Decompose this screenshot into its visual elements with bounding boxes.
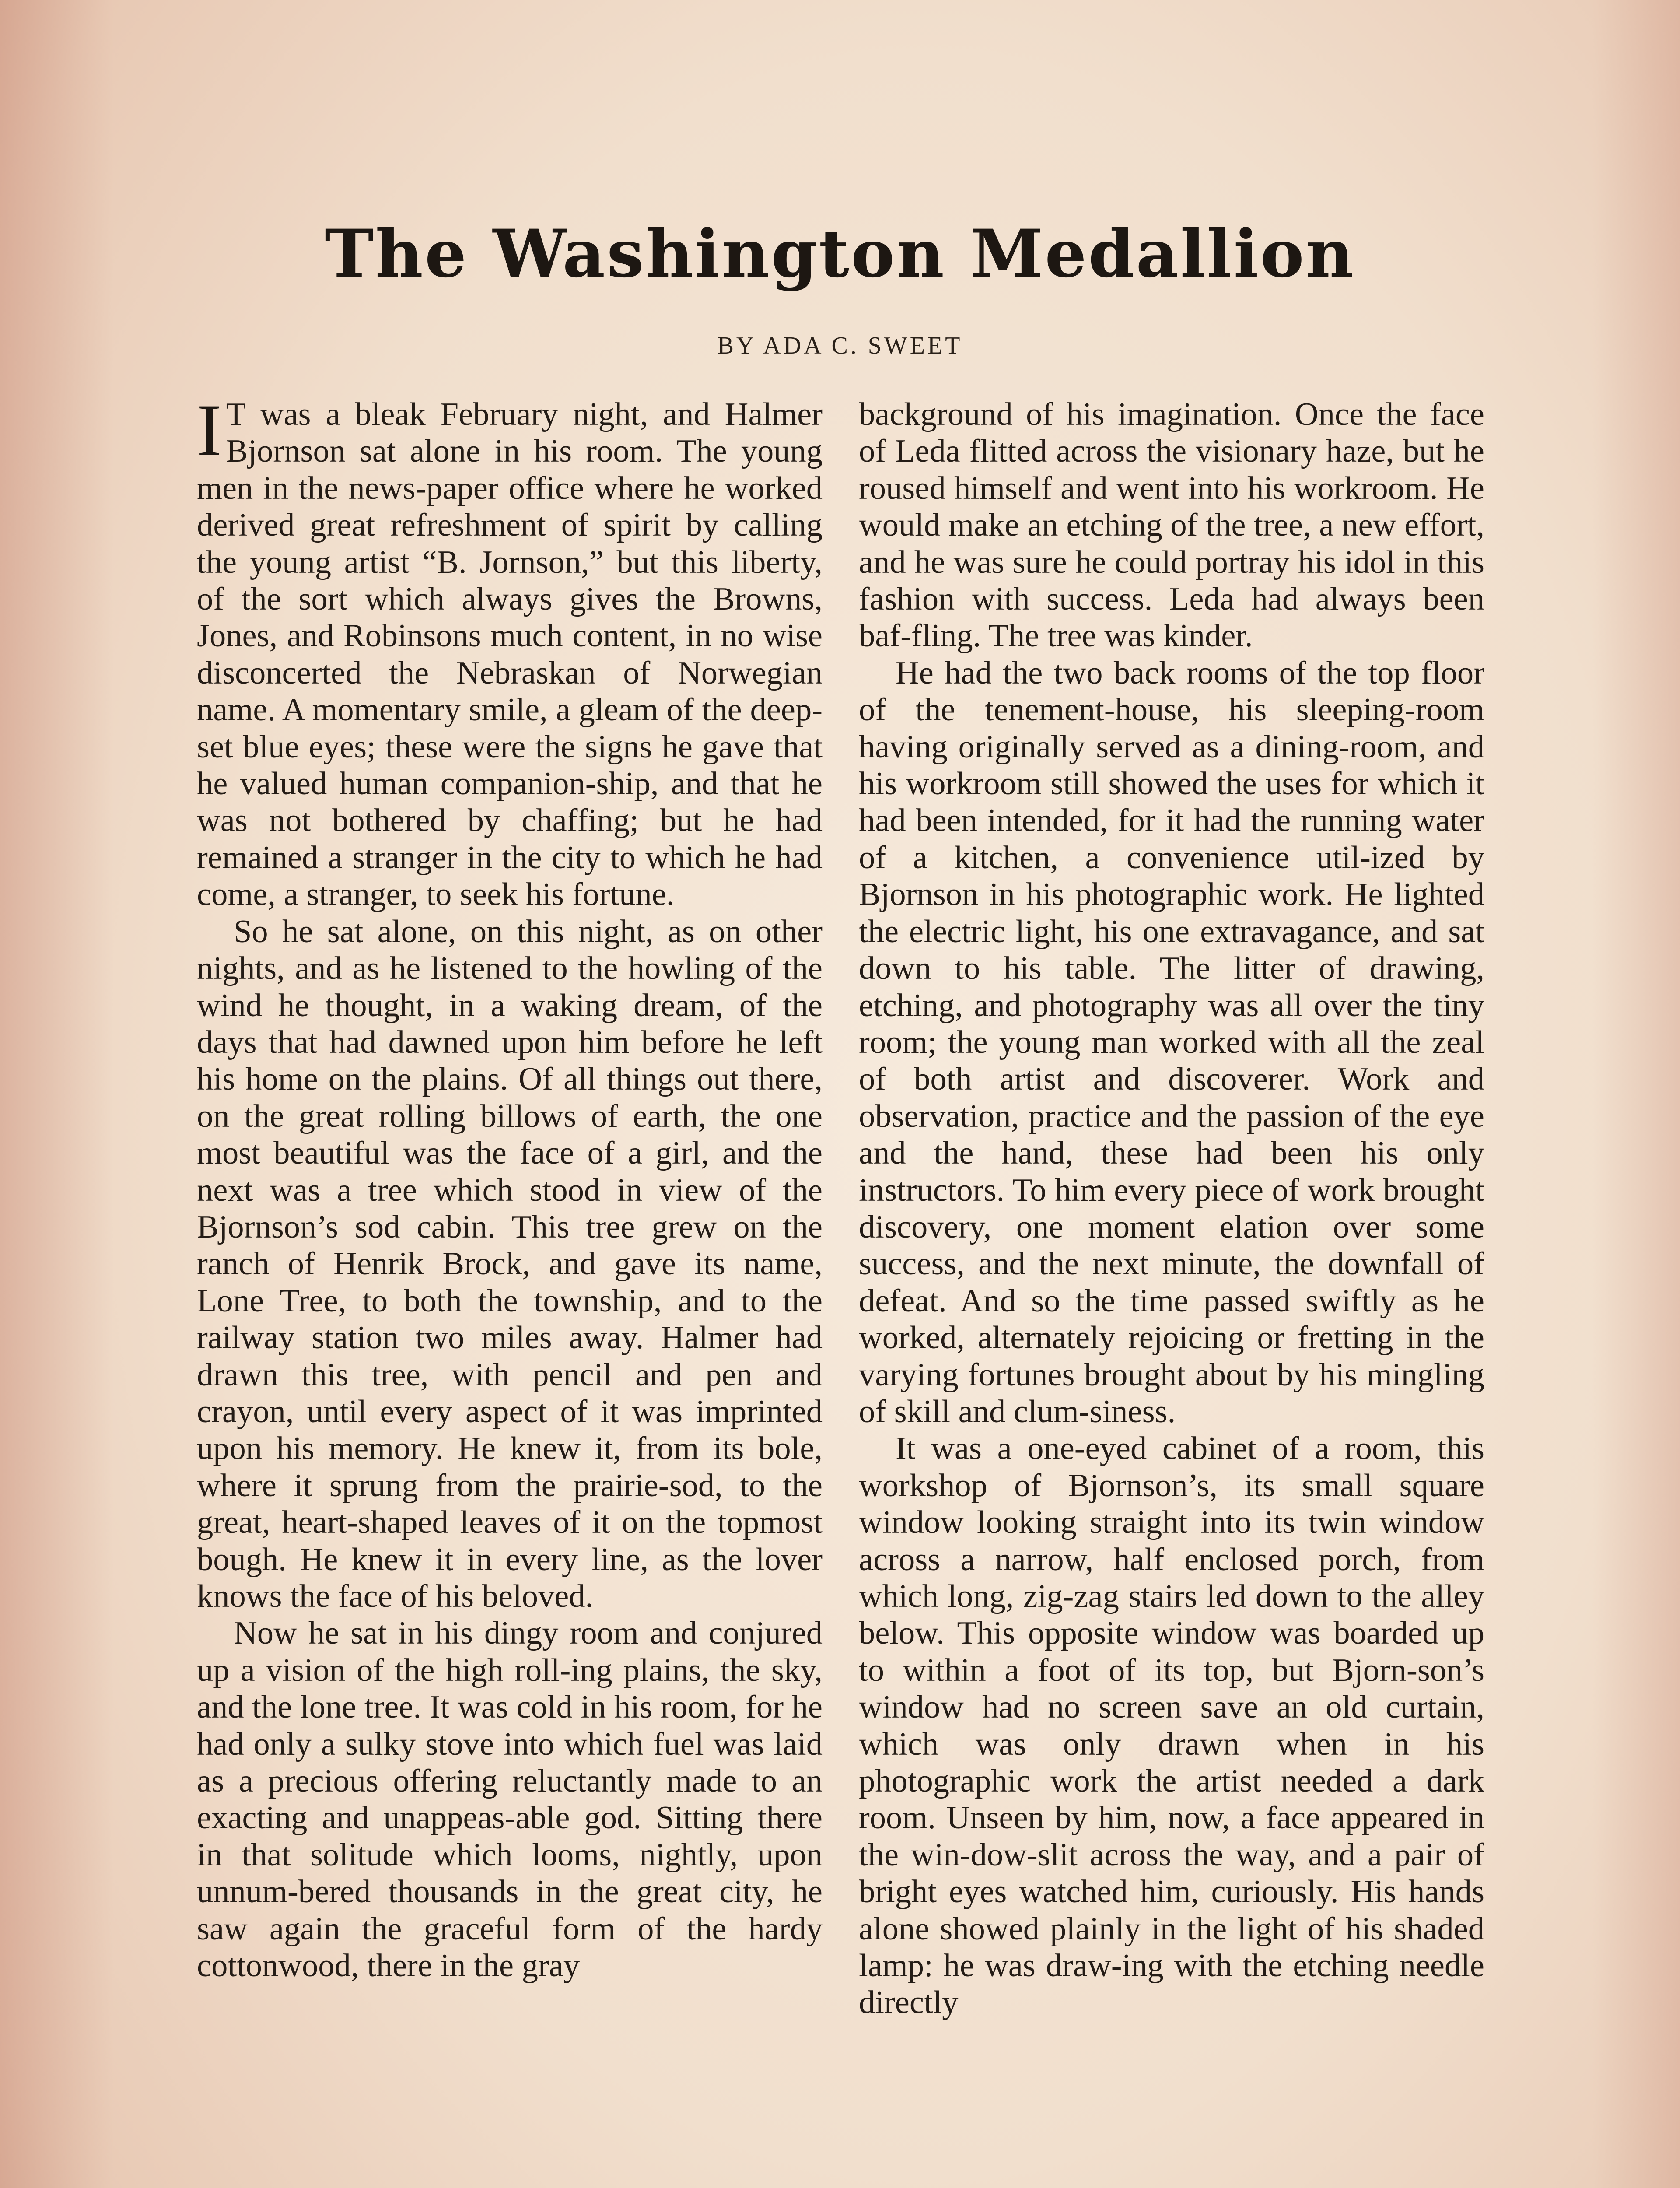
article-title: The Washington Medallion — [325, 215, 1355, 292]
paragraph-3-continued: background of his imagination. Once the face of Leda flitted across the visionary haze, but he roused himself and went into his workroom. He would make an etching of the tree, a new effort, and he was sure he could portray his idol in this fashion with success. Leda had always been baf-fling. The tree was kinder. — [859, 396, 1484, 654]
paragraph-1 — [197, 389, 822, 913]
drop-cap: I — [197, 389, 222, 471]
paragraph-3: Now he sat in his dingy room and conjured up a vision of the high roll-ing plains, the sky, and the lone tree. It was cold in his room, for he had only a sulky stove into which fuel was laid as a precious offering reluctantly made to an exacting and unappeas-able god. Sitting there in that solitude which looms, nightly, upon unnum-bered thousands in the great city, he saw again the graceful form of the hardy cottonwood, there in the gray — [197, 1615, 822, 1984]
text-column-right — [859, 396, 1484, 2021]
paragraph-4: He had the two back rooms of the top floor of the tenement-house, his sleeping-room having originally served as a dining-room, and his workroom still showed the uses for which it had been intended, for it had the running water of a kitchen, a convenience util-ized by Bjornson in his photographic work. He lighted the electric light, his one extravagance, and sat down to his table. The litter of drawing, etching, and photography was all over the tiny room; the young man worked with all the zeal of both artist and discoverer. Work and observation, practice and the passion of the eye and the hand, these had been his only instructors. To him every piece of work brought discovery, one moment elation over some success, and the next minute, the downfall of defeat. And so the time passed swiftly as he worked, alternately rejoicing or fretting in the varying fortunes brought about by his mingling of skill and clum-siness. — [859, 655, 1484, 1430]
paragraph-2: So he sat alone, on this night, as on other nights, and as he listened to the howling of the wind he thought, in a waking dream, of the days that had dawned upon him before he left his home on the plains. Of all things out there, on the great rolling billows of earth, the one most beautiful was the face of a girl, and the next was a tree which stood in view of the Bjornson’s sod cabin. This tree grew on the ranch of Henrik Brock, and gave its name, Lone Tree, to both the township, and to the railway station two miles away. Halmer had drawn this tree, with pencil and pen and crayon, until every aspect of it was imprinted upon his memory. He knew it, from its bole, where it sprung from the prairie-sod, to the great, heart-shaped leaves of it on the topmost bough. He knew it in every line, as the lover knows the face of his beloved. — [197, 913, 822, 1614]
article-byline: BY ADA C. SWEET — [717, 332, 963, 359]
paragraph-1-text: T was a bleak February night, and Halmer Bjornson sat alone in his room. The young men in the news-paper office where he worked derived great refreshment of spirit by calling the young artist “B. Jornson,” but this liberty, of the sort which always gives the Browns, Jones, and Robinsons much content, in no wise disconcerted the Nebraskan of Norwegian name. A momentary smile, a gleam of the deep-set blue eyes; these were the signs he gave that he valued human companion-ship, and that he was not bothered by chaffing; but he had remained a stranger in the city to which he had come, a stranger, to seek his fortune. — [197, 396, 822, 913]
paragraph-5: It was a one-eyed cabinet of a room, this workshop of Bjornson’s, its small square window looking straight into its twin window across a narrow, half enclosed porch, from which long, zig-zag stairs led down to the alley below. This opposite window was boarded up to within a foot of its top, but Bjorn-son’s window had no screen save an old curtain, which was only drawn when in his photographic work the artist needed a dark room. Unseen by him, now, a face appeared in the win-dow-slit across the way, and a pair of bright eyes watched him, curiously. His hands alone showed plainly in the light of his shaded lamp: he was draw-ing with the etching needle directly — [859, 1431, 1484, 2021]
text-column-left — [197, 389, 822, 1984]
